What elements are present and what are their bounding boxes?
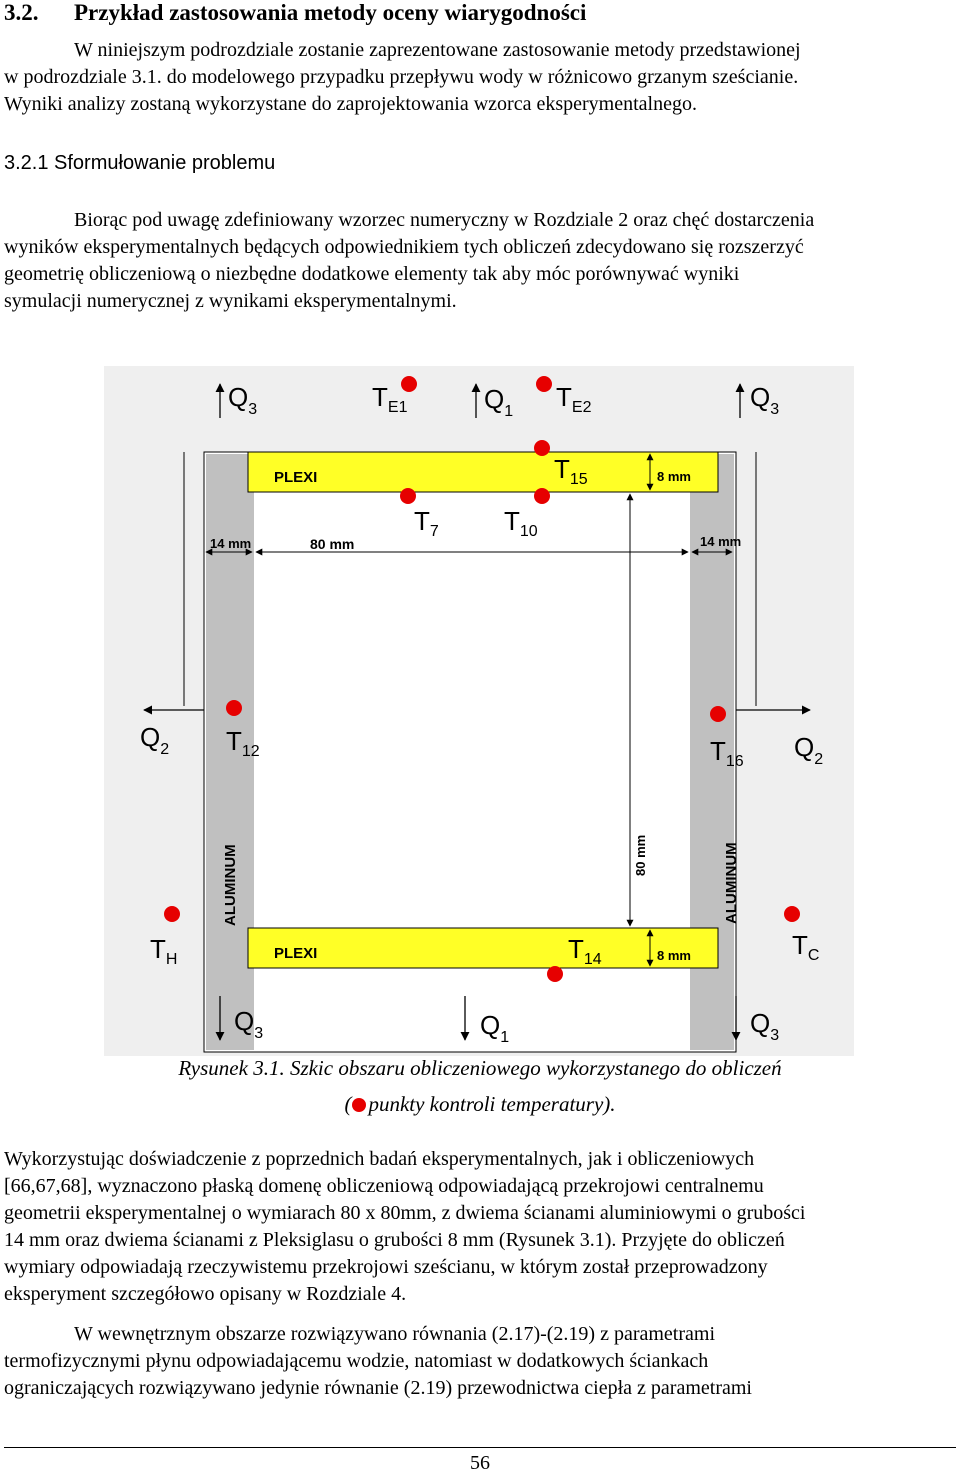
temperature-label-t14: $T_{14}$ [568,934,602,968]
temperature-label-t15: $T_{15}$ [554,454,588,488]
dim-label-cavity-width: 80 mm [310,536,355,552]
section-heading [4,0,586,26]
text-line: W niniejszym podrozdziale zostanie zaprezentowane zastosowanie metody przedstawionej [74,39,801,61]
heat-flux-label-q3-bottom-left: $Q_3$ [234,1006,264,1042]
text-line: Biorąc pod uwagę zdefiniowany wzorzec numeryczny w Rozdziale 2 oraz chęć dostarczenia [74,209,815,231]
text-line: geometrię obliczeniową o niezbędne dodatkowe elementy tak aby móc porównywać wyniki [4,263,740,285]
text-line: [66,67,68], wyznaczono płaską domenę obliczeniową odpowiadającą przekrojowi centralnemu [4,1175,764,1197]
temperature-label-th: $T_H$ [150,934,178,968]
page-number: 56 [470,1452,490,1474]
temperature-point-te2 [536,376,552,392]
section-title: Przykład zastosowania metody oceny wiarygodności [74,0,587,25]
text-line: w podrozdziale 3.1. do modelowego przypadku przepływu wody w różnicowo grzanym sześcianie. [4,66,799,88]
text-line: 14 mm oraz dwiema ścianami z Pleksiglasu o grubości 8 mm (Rysunek 3.1). Przyjęte do obliczeń [4,1229,785,1251]
aluminum-label-left: ALUMINUM [222,844,239,926]
equations-paragraph [4,1321,956,1402]
temperature-point-tc [784,906,800,922]
plexi-label-bottom: PLEXI [274,945,318,962]
temperature-point-th [164,906,180,922]
temperature-point-t7 [400,488,416,504]
text-line: geometrii eksperymentalnej o wymiarach 80 x 80mm, z dwiema ścianami aluminiowymi o grubości [4,1202,806,1224]
temperature-point-t12 [226,700,242,716]
red-dot-icon [352,1098,366,1112]
footer-divider [4,1447,956,1448]
heat-flux-label-q1-bottom: $Q_1$ [480,1010,510,1046]
text-line: ograniczających rozwiązywano jedynie równanie (2.19) przewodnictwa ciepła z parametrami [4,1377,752,1399]
temperature-point-te1 [401,376,417,392]
temperature-label-t7: $T_7$ [414,506,439,540]
temperature-label-tc: $T_C$ [792,930,820,964]
intro-paragraph [4,37,956,118]
domain-sketch-svg [104,366,854,1056]
text-line: wyników eksperymentalnych będących odpowiednikiem tych obliczeń zdecydowano się rozszerzyć [4,236,804,258]
heat-flux-label-q2-right: $Q_2$ [794,732,824,768]
heat-flux-label-q1-top: $Q_1$ [484,384,514,420]
figure-caption-line2: ( punkty kontroli temperatury). [344,1092,616,1116]
section-number: 3.2. [4,0,39,25]
plexi-wall-bottom [248,928,718,968]
heat-flux-label-q3-bottom-right: $Q_3$ [750,1008,780,1044]
temperature-label-te2: $T_{E2}$ [556,382,592,416]
heat-flux-label-q3-top-left: $Q_3$ [228,382,258,418]
temperature-label-t16: $T_{16}$ [710,736,744,770]
dim-label-plexi-bottom: 8 mm [657,948,691,963]
problem-paragraph [4,207,956,315]
text-line: wymiary odpowiadają rzeczywistemu przekrojowi sześcianu, w którym został przeprowadzony [4,1256,768,1278]
dim-label-cavity-height: 80 mm [633,834,648,876]
figure-caption-line1: Rysunek 3.1. Szkic obszaru obliczeniowego wykorzystanego do obliczeń [178,1056,782,1080]
aluminum-label-right: ALUMINUM [723,842,740,924]
text-line: termofizycznymi płynu odpowiadającemu wodzie, natomiast w dodatkowych ściankach [4,1350,709,1372]
temperature-point-t15 [534,440,550,456]
temperature-point-t16 [710,706,726,722]
text-line: eksperyment szczegółowo opisany w Rozdziale 4. [4,1283,407,1305]
temperature-label-t10: $T_{10}$ [504,506,538,540]
domain-paragraph [4,1146,956,1308]
domain-sketch-figure [104,366,854,1056]
temperature-label-t12: $T_{12}$ [226,726,260,760]
dim-label-wall-right: 14 mm [700,534,742,549]
temperature-label-te1: $T_{E1}$ [372,382,408,416]
dim-label-wall-left: 14 mm [210,536,252,551]
temperature-point-t10 [534,488,550,504]
dim-label-plexi-top: 8 mm [657,469,691,484]
heat-flux-label-q2-left: $Q_2$ [140,722,170,758]
text-line: Wykorzystując doświadczenie z poprzednich badań eksperymentalnych, jak i obliczeniowych [4,1148,755,1170]
subsection-heading: 3.2.1 Sformułowanie problemu [4,152,276,174]
plexi-label-top: PLEXI [274,469,318,486]
plexi-wall-top [248,452,718,492]
temperature-point-t14 [547,966,563,982]
heat-flux-label-q3-top-right: $Q_3$ [750,382,780,418]
text-line: W wewnętrznym obszarze rozwiązywano równania (2.17)-(2.19) z parametrami [74,1323,716,1345]
text-line: Wyniki analizy zostaną wykorzystane do zaprojektowania wzorca eksperymentalnego. [4,93,697,115]
text-line: symulacji numerycznej z wynikami eksperymentalnymi. [4,290,457,312]
